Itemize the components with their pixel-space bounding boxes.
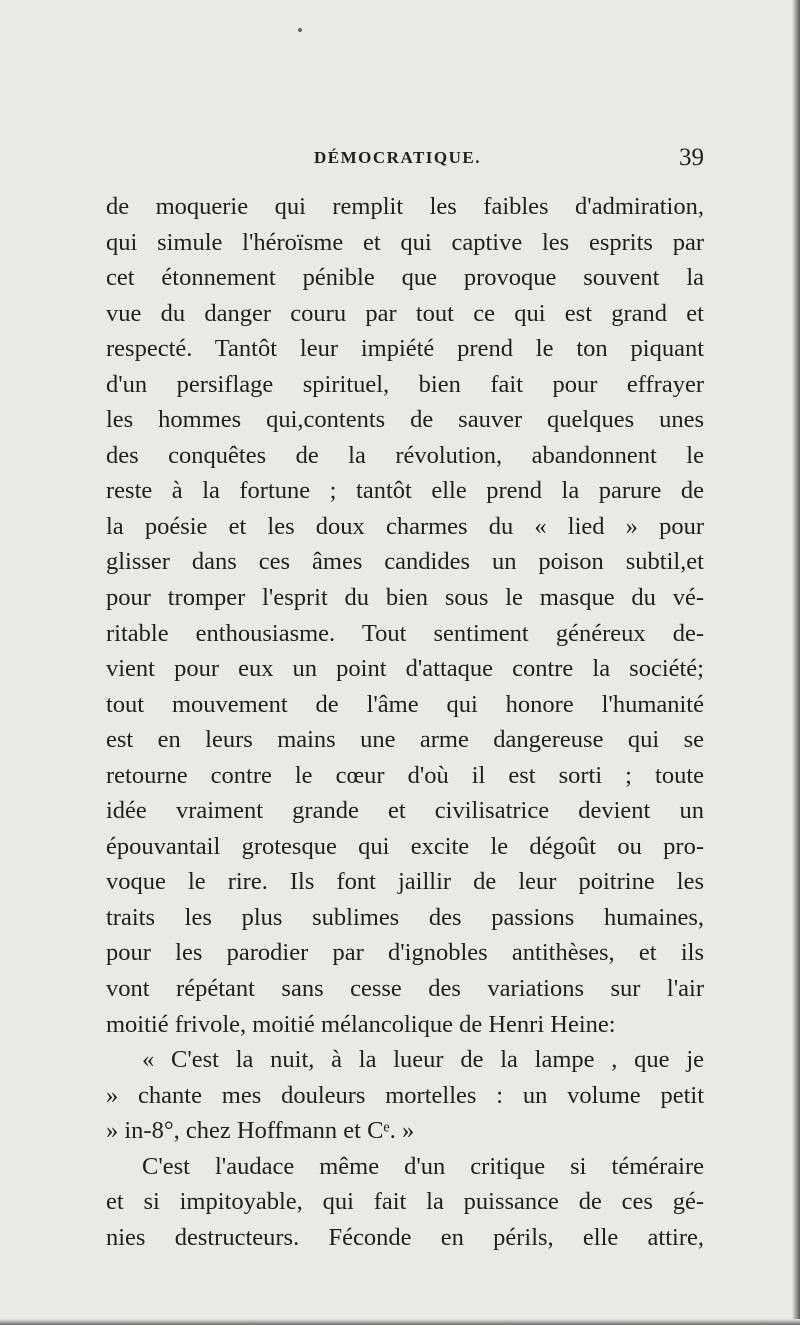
- page-edge-right: [792, 0, 800, 1325]
- text-line: glisser dans ces âmes candides un poison subtil,et: [106, 548, 704, 576]
- text-line: qui simule l'héroïsme et qui captive les esprits par: [106, 228, 704, 256]
- text-line: tout mouvement de l'âme qui honore l'humanité: [106, 690, 704, 718]
- text-line: ritable enthousiasme. Tout sentiment généreux de-: [106, 619, 704, 647]
- page-number: 39: [679, 144, 704, 171]
- text-line: et si impitoyable, qui fait la puissance de ces gé-: [106, 1188, 704, 1216]
- text-line: cet étonnement pénible que provoque souvent la: [106, 264, 704, 292]
- text-line: idée vraiment grande et civilisatrice devient un: [106, 797, 704, 825]
- text-line: de moquerie qui remplit les faibles d'admiration,: [106, 193, 704, 220]
- text-line: reste à la fortune ; tantôt elle prend la parure de: [106, 477, 704, 505]
- text-line: d'un persiflage spirituel, bien fait pour effrayer: [106, 370, 704, 398]
- text-line: des conquêtes de la révolution, abandonnent le: [106, 441, 704, 469]
- text-line: retourne contre le cœur d'où il est sorti ; toute: [106, 761, 704, 789]
- text-line: respecté. Tantôt leur impiété prend le ton piquant: [106, 335, 704, 363]
- page-header: [106, 144, 710, 180]
- quote-line: » chante mes douleurs mortelles : un volume petit: [106, 1081, 704, 1109]
- text-line: vient pour eux un point d'attaque contre la société;: [106, 655, 704, 683]
- body-text: [106, 189, 704, 1255]
- text-line: vue du danger couru par tout ce qui est grand et: [106, 299, 704, 327]
- text-line: pour tromper l'esprit du bien sous le masque du vé-: [106, 584, 704, 612]
- page-edge-bottom: [0, 1319, 800, 1325]
- text-line: vont répétant sans cesse des variations sur l'air: [106, 975, 704, 1003]
- text-line: nies destructeurs. Féconde en périls, elle attire,: [106, 1223, 704, 1251]
- quote-line: « C'est la nuit, à la lueur de la lampe , que je: [142, 1046, 704, 1074]
- text-line: voque le rire. Ils font jaillir de leur poitrine les: [106, 868, 704, 896]
- quote-line: » in-8°, chez Hoffmann et Cᵉ. »: [106, 1117, 415, 1145]
- text-line: C'est l'audace même d'un critique si téméraire: [142, 1152, 704, 1180]
- text-line: les hommes qui,contents de sauver quelques unes: [106, 406, 704, 434]
- text-line: épouvantail grotesque qui excite le dégoût ou pro-: [106, 832, 704, 860]
- text-line: est en leurs mains une arme dangereuse qui se: [106, 726, 704, 754]
- text-line: la poésie et les doux charmes du « lied » pour: [106, 512, 704, 540]
- paper-speck: [298, 28, 302, 32]
- text-line: moitié frivole, moitié mélancolique de Henri Heine:: [106, 1010, 616, 1038]
- text-line: traits les plus sublimes des passions humaines,: [106, 903, 704, 931]
- running-head: DÉMOCRATIQUE.: [314, 148, 481, 167]
- text-line: pour les parodier par d'ignobles antithèses, et ils: [106, 939, 704, 967]
